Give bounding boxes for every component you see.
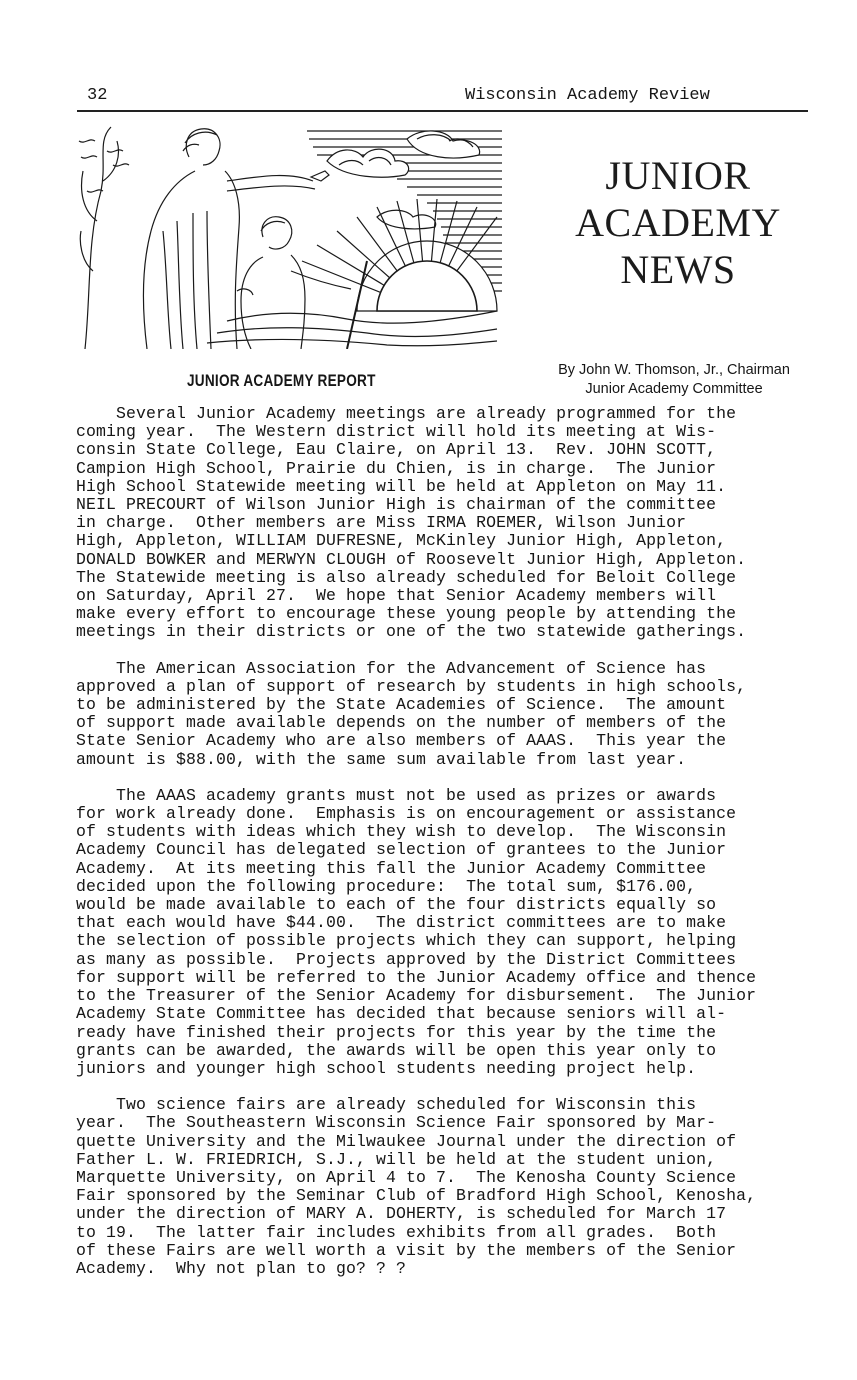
text-line: to be administered by the State Academies of Science. The amount [76,695,727,715]
text-line: for work already done. Emphasis is on encouragement or assistance [76,804,737,824]
text-line: State Senior Academy who are also members of AAAS. This year the [76,731,727,751]
text-line: decided upon the following procedure: The total sum, $176.00, [76,876,697,896]
text-line: NEIL PRECOURT of Wilson Junior High is chairman of the committee [76,495,717,515]
text-line: The Statewide meeting is also already scheduled for Beloit College [76,567,737,587]
text-line: ready have finished their projects for this year by the time the [76,1022,717,1042]
text-line: High School Statewide meeting will be held at Appleton on May 11. [76,476,727,496]
text-line: Marquette University, on April 4 to 7. The Kenosha County Science [76,1167,737,1187]
text-line: to the Treasurer of the Senior Academy for disbursement. The Junior [76,986,757,1006]
journal-title: Wisconsin Academy Review [465,86,710,105]
text-line: year. The Southeastern Wisconsin Science Fair sponsored by Mar- [76,1113,717,1133]
article-title: JUNIOR ACADEMY REPORT [187,371,376,390]
text-line: the selection of possible projects which they can support, helping [76,931,737,951]
text-line: approved a plan of support of research by students in high schools, [76,676,747,696]
text-line: juniors and younger high school students needing project help. [76,1058,697,1078]
text-line: Academy. Why not plan to go? ? ? [76,1258,407,1278]
article-body [76,405,836,1296]
woodcut-illustration [77,121,511,349]
text-line: of students with ideas which they wish to develop. The Wisconsin [76,822,727,842]
text-line: DONALD BOWKER and MERWYN CLOUGH of Roosevelt Junior High, Appleton. [76,549,747,569]
text-line: to 19. The latter fair includes exhibits from all grades. Both [76,1222,717,1242]
text-line: Several Junior Academy meetings are already programmed for the [76,404,737,423]
page-number: 32 [87,86,108,105]
text-line: Fair sponsored by the Seminar Club of Bradford High School, Kenosha, [76,1186,757,1206]
text-line: Campion High School, Prairie du Chien, is in charge. The Junior [76,458,717,478]
text-line: Academy Council has delegated selection of grantees to the Junior [76,840,727,860]
text-line: of support made available depends on the number of members of the [76,713,727,733]
text-line: High, Appleton, WILLIAM DUFRESNE, McKinley Junior High, Appleton, [76,531,727,551]
text-line: The AAAS academy grants must not be used as prizes or awards [76,785,717,805]
text-line: under the direction of MARY A. DOHERTY, is scheduled for March 17 [76,1204,727,1224]
masthead-line-2: ACADEMY [575,200,781,245]
text-line: that each would have $44.00. The district committees are to make [76,913,727,933]
text-line: Academy State Committee has decided that because seniors will al- [76,1004,727,1024]
text-line: in charge. Other members are Miss IRMA ROEMER, Wilson Junior [76,513,687,533]
text-line: on Saturday, April 27. We hope that Senior Academy members will [76,586,717,606]
text-line: meetings in their districts or one of the two statewide gatherings. [76,622,747,642]
text-line: make every effort to encourage these young people by attending the [76,604,737,624]
text-line: for support will be referred to the Junior Academy office and thence [76,967,757,987]
paragraph-meetings [76,405,836,642]
paragraph-grants [76,787,836,1078]
text-line: amount is $88.00, with the same sum available from last year. [76,749,687,769]
masthead-line-1: JUNIOR [605,153,751,198]
text-line: coming year. The Western district will hold its meeting at Wis- [76,422,717,442]
paragraph-aaas-plan [76,660,836,769]
text-line: as many as possible. Projects approved by the District Committees [76,949,737,969]
paragraph-science-fairs [76,1096,836,1278]
section-masthead [560,152,796,293]
text-line: Two science fairs are already scheduled for Wisconsin this [76,1095,697,1115]
text-line: of these Fairs are well worth a visit by the members of the Senior [76,1240,737,1260]
running-header [77,86,808,112]
text-line: Academy. At its meeting this fall the Junior Academy Committee [76,858,707,878]
text-line: Father L. W. FRIEDRICH, S.J., will be held at the student union, [76,1149,717,1169]
byline-committee: Junior Academy Committee [585,381,763,397]
byline-author: By John W. Thomson, Jr., Chairman [558,362,790,378]
text-line: quette University and the Milwaukee Journal under the direction of [76,1131,737,1151]
text-line: consin State College, Eau Claire, on April 13. Rev. JOHN SCOTT, [76,440,717,460]
text-line: grants can be awarded, the awards will be open this year only to [76,1040,717,1060]
masthead-line-3: NEWS [620,247,736,292]
text-line: would be made available to each of the four districts equally so [76,895,717,915]
text-line: The American Association for the Advancement of Science has [76,658,707,678]
article-byline [534,361,814,399]
